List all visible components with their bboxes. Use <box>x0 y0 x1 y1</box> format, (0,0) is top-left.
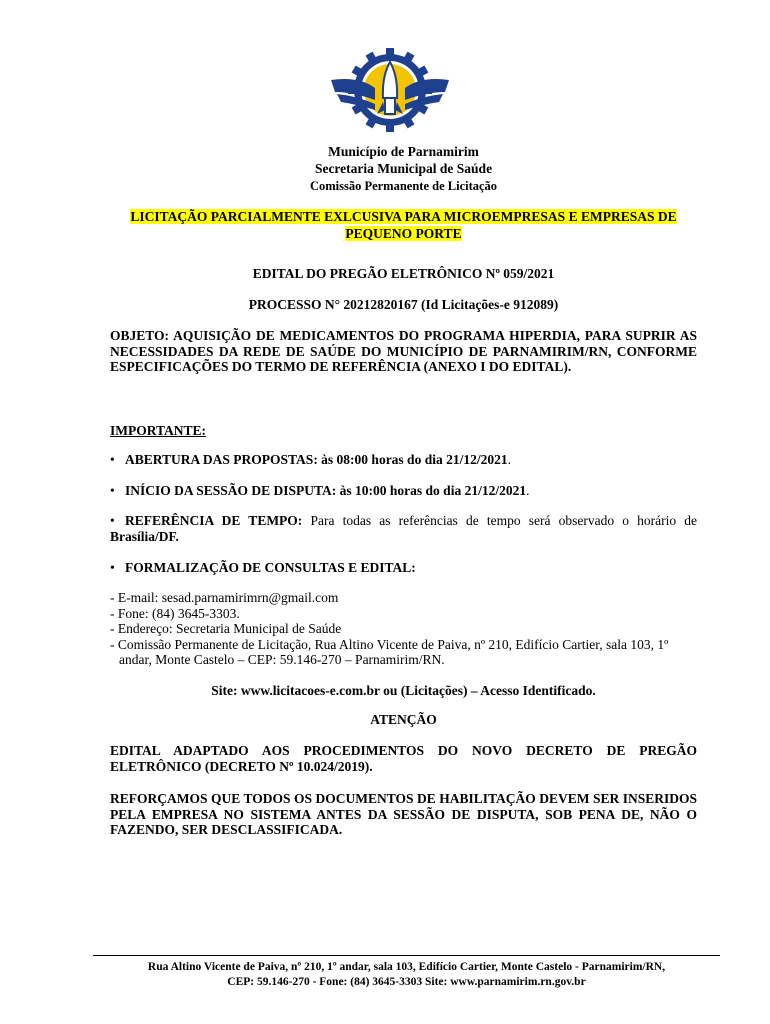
municipality-seal-icon <box>329 40 451 140</box>
bullet-referencia: • REFERÊNCIA DE TEMPO: Para todas as referências de tempo será observado o horário de Brasília/DF. <box>110 513 697 544</box>
contact-email: - E-mail: sesad.parnamirimrn@gmail.com <box>110 590 339 605</box>
secretariat-name: Secretaria Municipal de Saúde <box>314 161 493 176</box>
bullet-formalizacao: • FORMALIZAÇÃO DE CONSULTAS E EDITAL: <box>110 560 416 575</box>
municipality-name: Município de Parnamirim <box>328 144 479 159</box>
atencao-heading: ATENÇÃO <box>370 712 437 727</box>
contact-commission: - Comissão Permanente de Licitação, Rua Altino Vicente de Paiva, nº 210, Edifício Cartier, sala 103, 1º andar, Monte Castelo – CEP: 59.146-270 – Parnamirim/RN. <box>110 636 669 667</box>
footer-address <box>93 960 720 990</box>
commission-name: Comissão Permanente de Licitação <box>309 179 498 193</box>
edital-adaptado-paragraph: EDITAL ADAPTADO AOS PROCEDIMENTOS DO NOVO DECRETO DE PREGÃO ELETRÔNICO (DECRETO Nº 10.024/2019). <box>110 743 697 774</box>
edital-number: EDITAL DO PREGÃO ELETRÔNICO Nº 059/2021 <box>252 266 555 281</box>
processo-number: PROCESSO N° 20212820167 (Id Licitações-e 912089) <box>248 297 559 312</box>
importante-heading: IMPORTANTE: <box>110 423 207 438</box>
footer-divider <box>93 955 720 956</box>
reforcamos-paragraph: REFORÇAMOS QUE TODOS OS DOCUMENTOS DE HABILITAÇÃO DEVEM SER INSERIDOS PELA EMPRESA NO SISTEMA ANTES DA SESSÃO DE DISPUTA, SOB PENA DE, NÃO O FAZENDO, SER DESCLASSIFICADA. <box>110 791 697 837</box>
footer-line-2: CEP: 59.146-270 - Fone: (84) 3645-3303 Site: www.parnamirim.rn.gov.br <box>227 976 586 988</box>
exclusive-bid-title: LICITAÇÃO PARCIALMENTE EXLCUSIVA PARA MICROEMPRESAS E EMPRESAS DE PEQUENO PORTE <box>130 209 677 241</box>
contact-list <box>110 590 697 668</box>
contact-address: - Endereço: Secretaria Municipal de Saúde <box>110 621 342 636</box>
contact-phone: - Fone: (84) 3645-3303. <box>110 605 240 621</box>
objeto-paragraph: OBJETO: AQUISIÇÃO DE MEDICAMENTOS DO PROGRAMA HIPERDIA, PARA SUPRIR AS NECESSIDADES DA REDE DE SAÚDE DO MUNICÍPIO DE PARNAMIRIM/RN, CONFORME ESPECIFICAÇÕES DO TERMO DE REFERÊNCIA (ANEXO I DO EDITAL). <box>110 328 697 374</box>
bullet-inicio: • INÍCIO DA SESSÃO DE DISPUTA: às 10:00 horas do dia 21/12/2021. <box>110 483 530 498</box>
bullet-abertura: • ABERTURA DAS PROPOSTAS: às 08:00 horas do dia 21/12/2021. <box>110 452 511 467</box>
site-info: Site: www.licitacoes-e.com.br ou (Licitações) – Acesso Identificado. <box>211 683 596 698</box>
footer-line-1: Rua Altino Vicente de Paiva, nº 210, 1º andar, sala 103, Edifício Cartier, Monte Castelo - Parnamirim/RN, <box>147 961 666 973</box>
